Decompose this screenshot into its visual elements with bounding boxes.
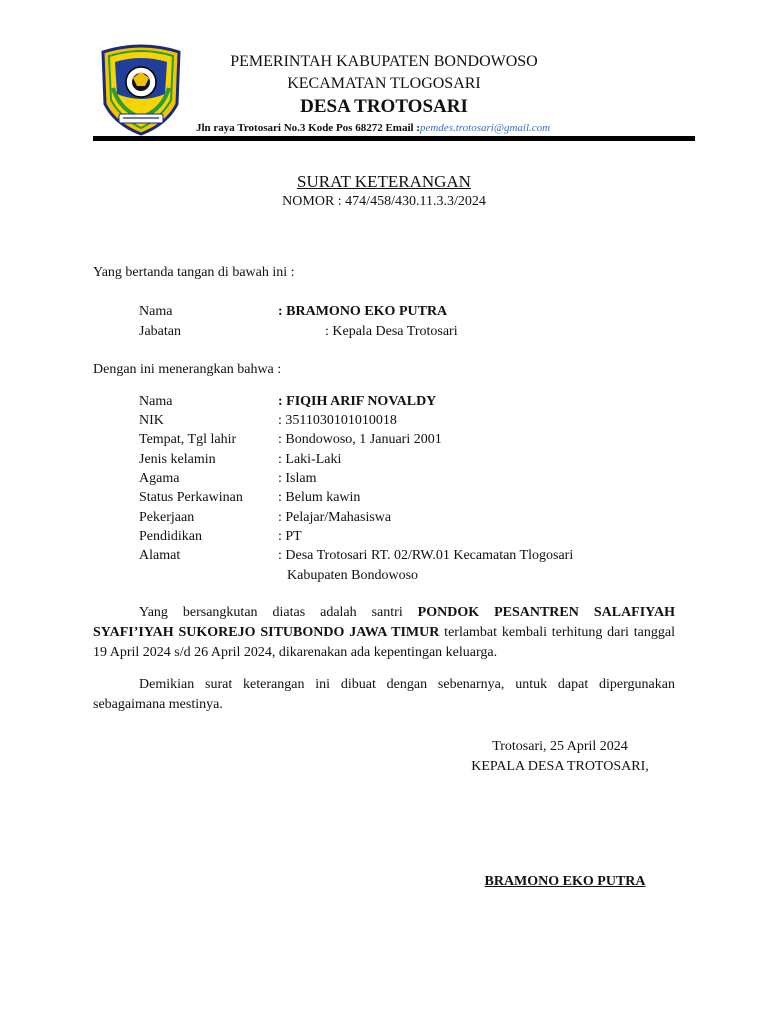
subject-occupation-label: Pekerjaan: [139, 510, 195, 525]
subject-birth-value: : Bondowoso, 1 Januari 2001: [278, 432, 442, 447]
signer-position-label: Jabatan: [139, 324, 181, 339]
email-link[interactable]: pemdes.trotosari@gmail.com: [419, 122, 551, 134]
subject-address-value-line2: Kabupaten Bondowoso: [287, 568, 419, 583]
body-p1-institution: PONDOK PESANTREN SALAFIYAH SYAFI’IYAH SUKOREJO SITUBONDO JAWA TIMUR: [93, 605, 676, 640]
subject-gender-value: : Laki-Laki: [278, 452, 342, 467]
body-paragraph-2: Demikian surat keterangan ini dibuat dengan sebenarnya, untuk dapat dipergunakan sebagaimana mestinya.: [93, 677, 675, 712]
letterhead-divider: [93, 136, 695, 141]
signature-place-date: Trotosari, 25 April 2024: [492, 739, 628, 754]
body-paragraph-1: [93, 603, 675, 663]
body-p1-end: terlambat kembali terhitung dari tanggal 19 April 2024 s/d 26 April 2024, dikarenakan ada kepentingan keluarga.: [93, 625, 675, 660]
subject-marital-label: Status Perkawinan: [139, 490, 243, 505]
document-number: NOMOR : 474/458/430.11.3.3/2024: [282, 194, 486, 209]
address-text: Jln raya Trotosari No.3 Kode Pos 68272 Email :: [196, 122, 420, 134]
letterhead-village: DESA TROTOSARI: [300, 96, 468, 117]
subject-gender-label: Jenis kelamin: [139, 452, 216, 467]
statement-intro: Dengan ini menerangkan bahwa :: [93, 362, 282, 377]
subject-occupation-value: : Pelajar/Mahasiswa: [278, 510, 392, 525]
regency-emblem-icon: [97, 42, 185, 136]
signer-name-value: : BRAMONO EKO PUTRA: [278, 304, 448, 319]
body-p1-start: Yang bersangkutan diatas adalah santri: [139, 605, 418, 620]
subject-name-value: : FIQIH ARIF NOVALDY: [278, 394, 437, 409]
subject-education-label: Pendidikan: [139, 529, 202, 544]
subject-marital-value: : Belum kawin: [278, 490, 361, 505]
subject-nik-value: : 3511030101010018: [278, 413, 397, 428]
document-title-text: SURAT KETERANGAN: [297, 172, 471, 191]
subject-religion-value: : Islam: [278, 471, 317, 486]
subject-address-value: : Desa Trotosari RT. 02/RW.01 Kecamatan Tlogosari: [278, 548, 574, 563]
document-title: [0, 172, 768, 192]
subject-birth-label: Tempat, Tgl lahir: [139, 432, 237, 447]
subject-address-label: Alamat: [139, 548, 181, 563]
signature-position: KEPALA DESA TROTOSARI,: [471, 759, 649, 774]
signer-name-label: Nama: [139, 304, 173, 319]
letterhead-district: KECAMATAN TLOGOSARI: [287, 75, 481, 92]
signature-name-text: BRAMONO EKO PUTRA: [484, 874, 646, 889]
signer-position-value: : Kepala Desa Trotosari: [325, 324, 458, 339]
signature-name: [453, 874, 677, 890]
letterhead-address: [196, 122, 550, 134]
subject-religion-label: Agama: [139, 471, 180, 486]
letterhead-government: PEMERINTAH KABUPATEN BONDOWOSO: [230, 53, 538, 70]
subject-education-value: : PT: [278, 529, 302, 544]
subject-name-label: Nama: [139, 394, 173, 409]
intro-text: Yang bertanda tangan di bawah ini :: [93, 265, 295, 280]
subject-nik-label: NIK: [139, 413, 164, 428]
